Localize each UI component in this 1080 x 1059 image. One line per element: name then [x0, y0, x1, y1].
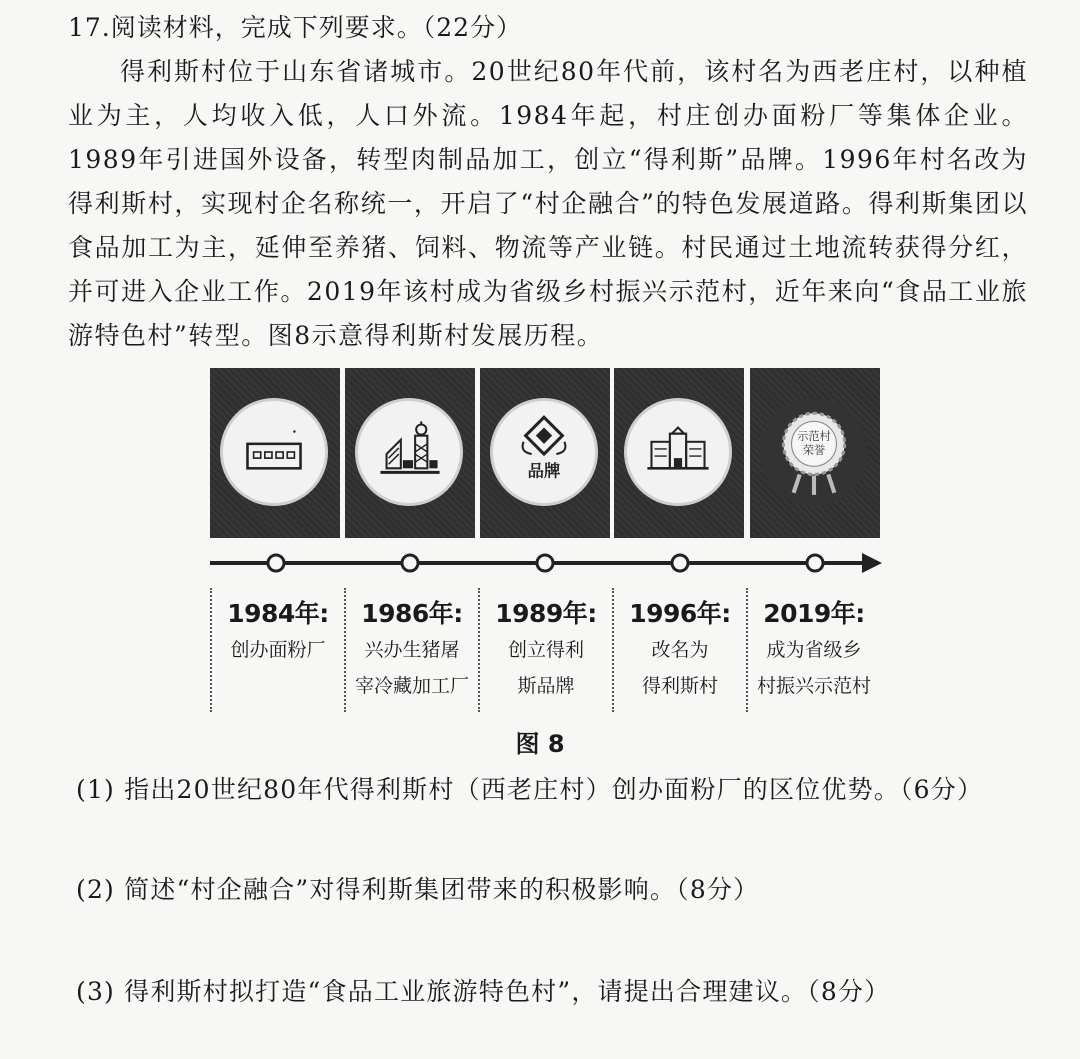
timeline-node-1996 — [672, 555, 688, 571]
event-year: 1986年: — [361, 599, 463, 628]
event-1996 — [612, 588, 746, 712]
event-desc-line2: 得利斯村 — [641, 675, 718, 697]
event-1989 — [478, 588, 612, 712]
panel-1986 — [345, 368, 475, 538]
question-passage: 得利斯村位于山东省诸城市。20世纪80年代前，该村名为西老庄村，以种植业为主，人均收入低，人口外流。1984年起，村庄创办面粉厂等集体企业。1989年引进国外设备，转型肉制品加工，创立“得利斯”品牌。1996年村名改为得利斯村，实现村企名称统一，开启了“村企融合”的特色发展道路。得利斯集团以食品加工为主，延伸至养猪、饲料、物流等产业链。村民通过土地流转获得分红，并可进入企业工作。2019年该村成为省级乡村振兴示范村，近年来向“食品工业旅游特色村”转型。图8示意得利斯村发展历程。 — [68, 57, 1028, 350]
event-desc-line2: 斯品牌 — [517, 675, 575, 697]
event-1984 — [210, 588, 344, 712]
figure-caption: 图 8 — [515, 730, 565, 758]
timeline-node-1989 — [537, 555, 553, 571]
event-desc-line2: 村振兴示范村 — [756, 675, 871, 697]
pig-farm-icon — [358, 401, 460, 503]
panel-1989 — [480, 368, 610, 538]
award-medal-icon — [763, 401, 865, 503]
event-desc-line1: 创立得利 — [507, 639, 584, 661]
event-desc-line1: 成为省级乡 — [766, 639, 862, 661]
event-desc-line1: 兴办生猪屠 — [364, 639, 460, 661]
event-year: 1984年: — [227, 599, 329, 628]
panel-2019 — [750, 368, 880, 538]
medal-label-line1: 示范村 — [797, 429, 831, 443]
village-hall-icon — [627, 401, 729, 503]
brand-label: 品牌 — [527, 461, 561, 481]
event-desc-line1: 改名为 — [651, 639, 709, 661]
event-year: 2019年: — [763, 599, 865, 628]
sub-question-2: (2) 简述“村企融合”对得利斯集团带来的积极影响。（8分） — [76, 875, 760, 904]
timeline-node-1986 — [402, 555, 418, 571]
factory-building-icon — [223, 401, 325, 503]
panel-1996 — [614, 368, 744, 538]
event-desc-line1: 创办面粉厂 — [230, 639, 326, 661]
event-year: 1989年: — [495, 599, 597, 628]
sub-question-3: (3) 得利斯村拟打造“食品工业旅游特色村”，请提出合理建议。（8分） — [76, 977, 891, 1006]
event-1986 — [344, 588, 478, 712]
sub-question-1: (1) 指出20世纪80年代得利斯村（西老庄村）创办面粉厂的区位优势。（6分） — [76, 775, 984, 804]
medal-label-line2: 荣誉 — [802, 444, 826, 458]
timeline-node-2019 — [807, 555, 823, 571]
event-year: 1996年: — [629, 599, 731, 628]
event-desc-line2: 宰冷藏加工厂 — [354, 675, 469, 697]
timeline-arrow — [210, 543, 882, 583]
panel-1984 — [210, 368, 340, 538]
question-title: 17.阅读材料，完成下列要求。（22分） — [68, 13, 523, 42]
event-2019 — [746, 588, 880, 712]
brand-logo-icon — [493, 401, 595, 503]
timeline-node-1984 — [268, 555, 284, 571]
development-timeline-figure — [210, 368, 882, 718]
